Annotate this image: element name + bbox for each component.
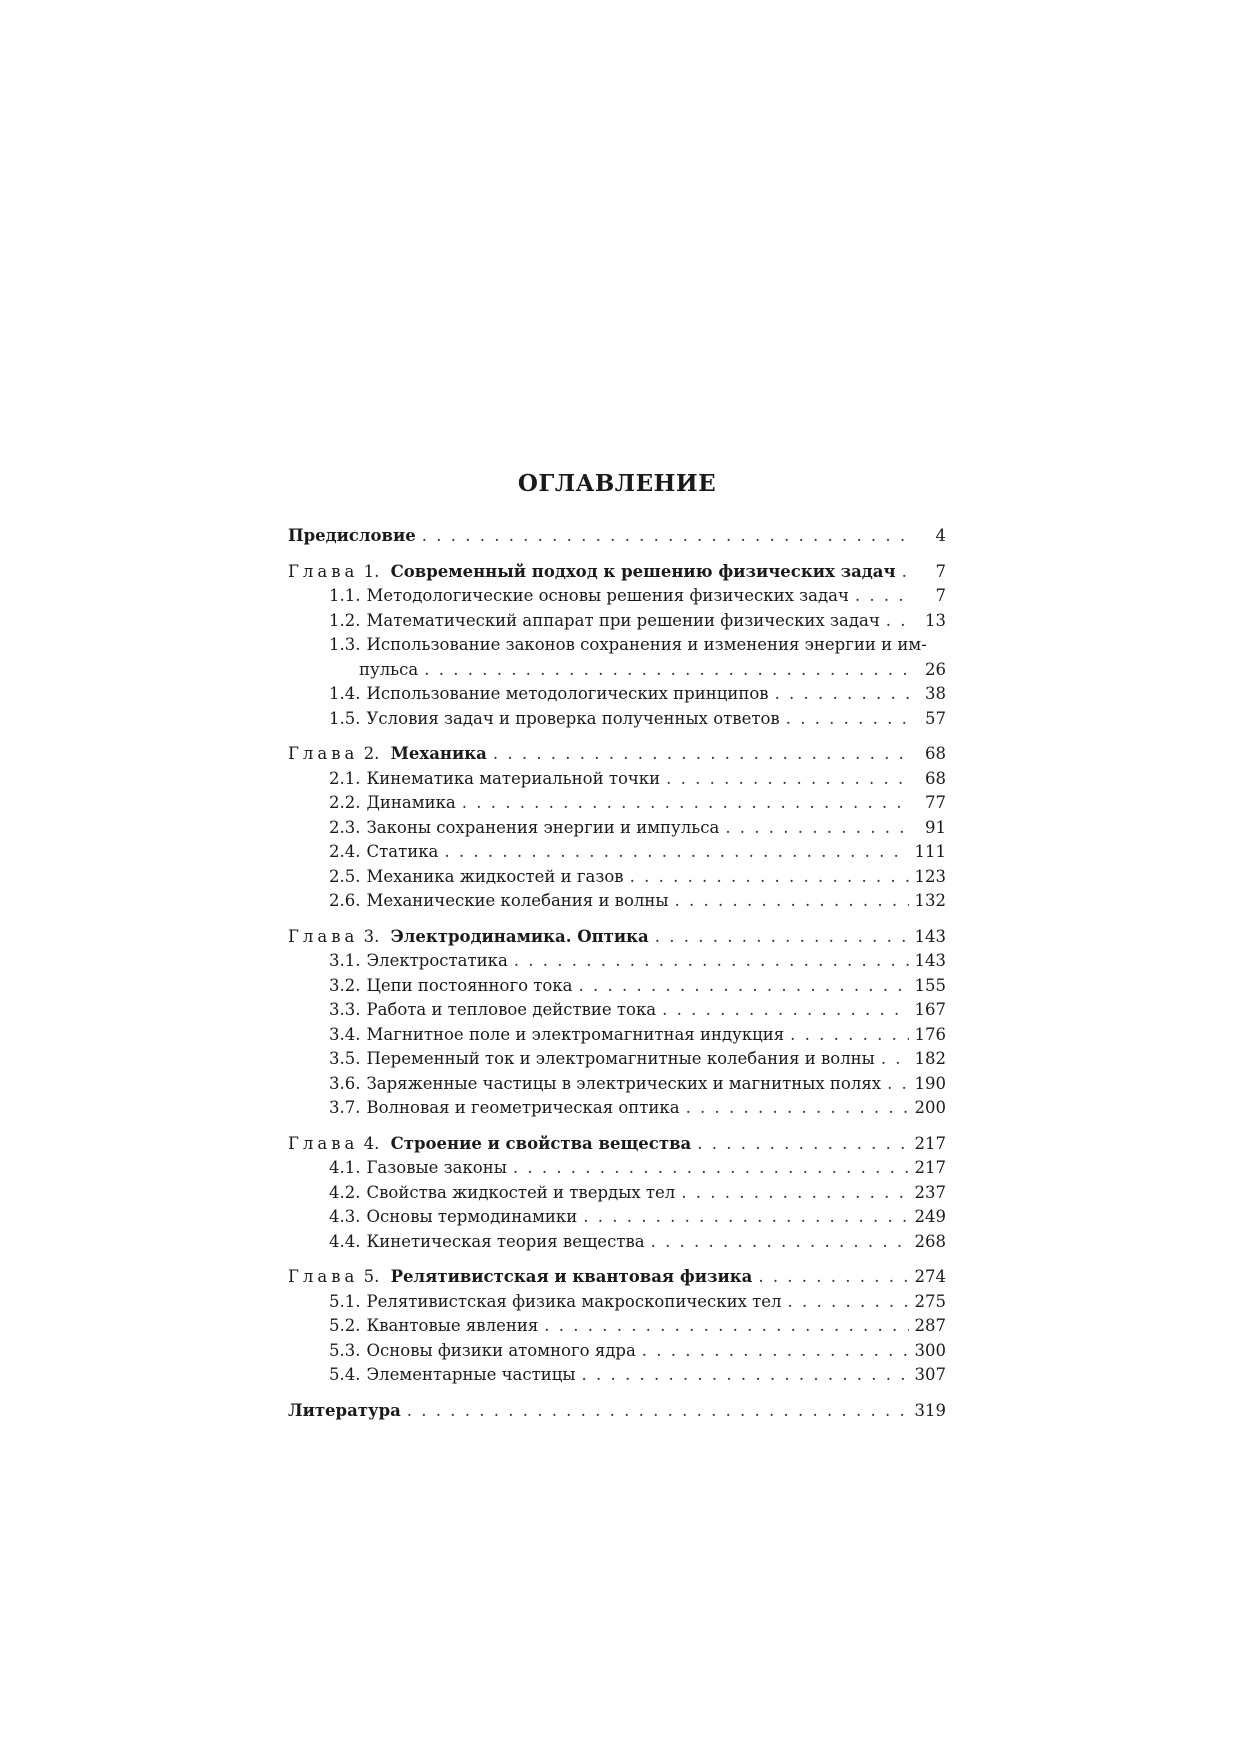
dot-leader (462, 791, 910, 816)
subsection-label: Механические колебания и волны (366, 891, 669, 910)
subsection-number: 1.2. (329, 610, 361, 630)
dot-leader (788, 1290, 909, 1315)
subsection-label: Магнитное поле и электромагнитная индукция (366, 1024, 785, 1044)
dot-leader (681, 1181, 908, 1206)
chapter-title: Релятивистская и квантовая физика (390, 1267, 753, 1286)
subsection-number: 2.3. (329, 817, 361, 837)
toc-entry-subsection[interactable] (288, 1230, 946, 1255)
entry-label: Предисловие (288, 526, 416, 545)
subsection-label: Динамика (366, 793, 456, 812)
entry-page: 268 (914, 1231, 946, 1251)
subsection-label: Методологические основы решения физических задач (366, 586, 849, 605)
entry-page: 249 (914, 1207, 946, 1226)
subsection-number: 3.2. (329, 975, 361, 995)
subsection-number: 1.1. (329, 586, 361, 605)
dot-leader (675, 889, 909, 914)
chapter-section (288, 925, 946, 1121)
entry-page: 182 (914, 1049, 946, 1068)
dot-leader (514, 949, 909, 974)
subsection-label: Условия задач и проверка полученных ответов (366, 708, 780, 728)
entry-page: 217 (914, 1158, 946, 1177)
toc-entry-literature[interactable] (288, 1399, 946, 1424)
subsection-number: 2.5. (329, 866, 361, 886)
subsection-label-continuation: пульса (359, 659, 419, 679)
subsection-number: 3.6. (329, 1073, 361, 1093)
entry-page: 287 (914, 1316, 946, 1335)
entry-page: 38 (925, 684, 946, 703)
toc-entry-chapter[interactable] (288, 560, 946, 585)
subsection-number: 3.3. (329, 1000, 361, 1019)
entry-page: 77 (925, 793, 946, 812)
toc-entry-subsection-continuation[interactable] (288, 658, 946, 683)
subsection-number: 5.3. (329, 1340, 361, 1360)
table-of-contents (288, 470, 946, 1423)
toc-entry-subsection[interactable] (288, 1156, 946, 1181)
toc-entry-subsection[interactable] (288, 767, 946, 792)
subsection-number: 5.2. (329, 1316, 361, 1335)
dot-leader (655, 925, 909, 950)
chapter-title: Механика (390, 744, 487, 763)
subsection-label: Математический аппарат при решении физических задач (366, 610, 880, 630)
subsection-label: Свойства жидкостей и твердых тел (366, 1182, 676, 1202)
dot-leader (666, 767, 910, 792)
toc-entry-preface[interactable] (288, 524, 946, 549)
subsection-number: 4.4. (329, 1231, 361, 1251)
entry-page: 7 (935, 586, 946, 605)
chapter-number: 1. (363, 561, 380, 581)
subsection-number: 2.1. (329, 768, 361, 788)
toc-entry-subsection[interactable] (288, 889, 946, 914)
chapter-prefix: Глава (288, 744, 359, 763)
dot-leader (424, 658, 910, 683)
entry-page: 200 (914, 1098, 946, 1117)
dot-leader (786, 707, 910, 732)
chapter-number: 2. (363, 744, 380, 763)
subsection-label: Кинематика материальной точки (366, 768, 661, 788)
entry-page: 7 (935, 561, 946, 581)
entry-page: 132 (914, 891, 946, 910)
toc-entry-subsection[interactable] (288, 998, 946, 1023)
entry-page: 4 (935, 526, 946, 545)
dot-leader (855, 584, 910, 609)
dot-leader (758, 1265, 908, 1290)
subsection-label: Кинетическая теория вещества (366, 1231, 645, 1251)
page-title: ОГЛАВЛЕНИЕ (517, 470, 717, 497)
toc-entry-subsection[interactable] (288, 1096, 946, 1121)
subsection-label: Законы сохранения энергии и импульса (366, 817, 720, 837)
dot-leader (642, 1339, 909, 1364)
dot-leader (630, 865, 909, 890)
dot-leader (422, 524, 910, 549)
chapter-title: Электродинамика. Оптика (390, 926, 649, 946)
chapters-list (288, 560, 946, 1388)
subsection-number: 2.4. (329, 842, 361, 861)
dot-leader (902, 560, 910, 585)
entry-label: Литература (288, 1400, 401, 1420)
entry-page: 143 (914, 926, 946, 946)
toc-entry-chapter[interactable] (288, 1132, 946, 1157)
dot-leader (407, 1399, 909, 1424)
entry-page: 68 (925, 744, 946, 763)
dot-leader (887, 1072, 908, 1097)
subsection-label: Цепи постоянного тока (366, 975, 573, 995)
subsection-label: Элементарные частицы (366, 1365, 576, 1384)
dot-leader (725, 816, 910, 841)
entry-page: 91 (925, 817, 946, 837)
dot-leader (775, 682, 910, 707)
toc-entry-subsection[interactable] (288, 1205, 946, 1230)
subsection-label: Использование законов сохранения и изменения энергии и им- (366, 635, 927, 654)
subsection-number: 4.1. (329, 1158, 361, 1177)
dot-leader (662, 998, 908, 1023)
dot-leader (686, 1096, 909, 1121)
toc-entry-subsection[interactable] (288, 1072, 946, 1097)
toc-entry-subsection[interactable] (288, 1047, 946, 1072)
subsection-label: Основы термодинамики (366, 1207, 578, 1226)
entry-page: 155 (914, 975, 946, 995)
dot-leader (886, 609, 910, 634)
entry-page: 319 (914, 1400, 946, 1420)
entry-page: 300 (914, 1340, 946, 1360)
toc-entry-subsection[interactable] (288, 974, 946, 999)
entry-page: 68 (925, 768, 946, 788)
toc-entry-subsection[interactable] (288, 682, 946, 707)
subsection-label: Релятивистская физика макроскопических тел (366, 1291, 782, 1311)
subsection-number: 1.4. (329, 684, 361, 703)
toc-entry-chapter[interactable] (288, 1265, 946, 1290)
entry-page: 176 (914, 1024, 946, 1044)
chapter-title: Строение и свойства вещества (390, 1133, 692, 1153)
subsection-label: Статика (366, 842, 439, 861)
dot-leader (493, 742, 910, 767)
entry-page: 143 (914, 951, 946, 970)
chapter-prefix: Глава (288, 1267, 359, 1286)
chapter-section (288, 742, 946, 914)
chapter-number: 5. (363, 1267, 380, 1286)
subsection-number: 1.5. (329, 708, 361, 728)
chapter-section (288, 560, 946, 732)
chapter-number: 3. (363, 926, 380, 946)
entry-page: 111 (914, 842, 946, 861)
subsection-label: Заряженные частицы в электрических и магнитных полях (366, 1073, 882, 1093)
dot-leader (583, 1205, 908, 1230)
subsection-label: Использование методологических принципов (366, 684, 769, 703)
toc-entry-subsection[interactable] (288, 1339, 946, 1364)
subsection-number: 4.3. (329, 1207, 361, 1226)
chapter-prefix: Глава (288, 926, 359, 946)
dot-leader (513, 1156, 909, 1181)
subsection-number: 2.6. (329, 891, 361, 910)
subsection-number: 4.2. (329, 1182, 361, 1202)
entry-page: 57 (925, 708, 946, 728)
subsection-label: Механика жидкостей и газов (366, 866, 624, 886)
chapter-section (288, 1265, 946, 1388)
subsection-number: 1.3. (329, 635, 361, 654)
toc-entry-subsection[interactable] (288, 1314, 946, 1339)
subsection-label: Газовые законы (366, 1158, 507, 1177)
toc-entry-subsection[interactable] (288, 1023, 946, 1048)
dot-leader (579, 974, 909, 999)
entry-page: 167 (914, 1000, 946, 1019)
chapter-section (288, 1132, 946, 1255)
chapter-number: 4. (363, 1133, 380, 1153)
entry-page: 123 (914, 866, 946, 886)
toc-entry-subsection[interactable] (288, 584, 946, 609)
toc-entry-subsection[interactable] (288, 1363, 946, 1388)
dot-leader (790, 1023, 908, 1048)
toc-entry-chapter[interactable] (288, 742, 946, 767)
subsection-number: 3.1. (329, 951, 361, 970)
subsection-number: 3.7. (329, 1098, 361, 1117)
chapter-prefix: Глава (288, 1133, 359, 1153)
dot-leader (544, 1314, 908, 1339)
subsection-label: Волновая и геометрическая оптика (366, 1098, 680, 1117)
toc-entry-subsection[interactable] (288, 1181, 946, 1206)
toc-entry-subsection[interactable] (288, 949, 946, 974)
preface-section (288, 524, 946, 549)
subsection-number: 5.1. (329, 1291, 361, 1311)
chapter-prefix: Глава (288, 561, 359, 581)
dot-leader (697, 1132, 908, 1157)
toc-entry-subsection[interactable] (288, 865, 946, 890)
toc-entry-subsection[interactable] (288, 633, 946, 658)
subsection-label: Переменный ток и электромагнитные колебания и волны (366, 1049, 875, 1068)
entry-page: 217 (914, 1133, 946, 1153)
subsection-number: 3.4. (329, 1024, 361, 1044)
toc-entry-subsection[interactable] (288, 840, 946, 865)
entry-page: 26 (925, 659, 946, 679)
subsection-number: 3.5. (329, 1049, 361, 1068)
toc-entry-subsection[interactable] (288, 816, 946, 841)
entry-page: 274 (914, 1267, 946, 1286)
subsection-label: Электростатика (366, 951, 508, 970)
entry-page: 13 (925, 610, 946, 630)
dot-leader (444, 840, 908, 865)
dot-leader (881, 1047, 909, 1072)
subsection-label: Работа и тепловое действие тока (366, 1000, 657, 1019)
subsection-number: 2.2. (329, 793, 361, 812)
chapter-title: Современный подход к решению физических задач (390, 561, 896, 581)
subsection-label: Квантовые явления (366, 1316, 539, 1335)
toc-entry-chapter[interactable] (288, 925, 946, 950)
toc-entry-subsection[interactable] (288, 707, 946, 732)
entry-page: 307 (914, 1365, 946, 1384)
entry-page: 275 (914, 1291, 946, 1311)
dot-leader (651, 1230, 909, 1255)
entry-page: 190 (914, 1073, 946, 1093)
toc-entry-subsection[interactable] (288, 1290, 946, 1315)
entry-page: 237 (914, 1182, 946, 1202)
subsection-label: Основы физики атомного ядра (366, 1340, 636, 1360)
toc-entry-subsection[interactable] (288, 609, 946, 634)
toc-entry-subsection[interactable] (288, 791, 946, 816)
dot-leader (582, 1363, 909, 1388)
subsection-number: 5.4. (329, 1365, 361, 1384)
